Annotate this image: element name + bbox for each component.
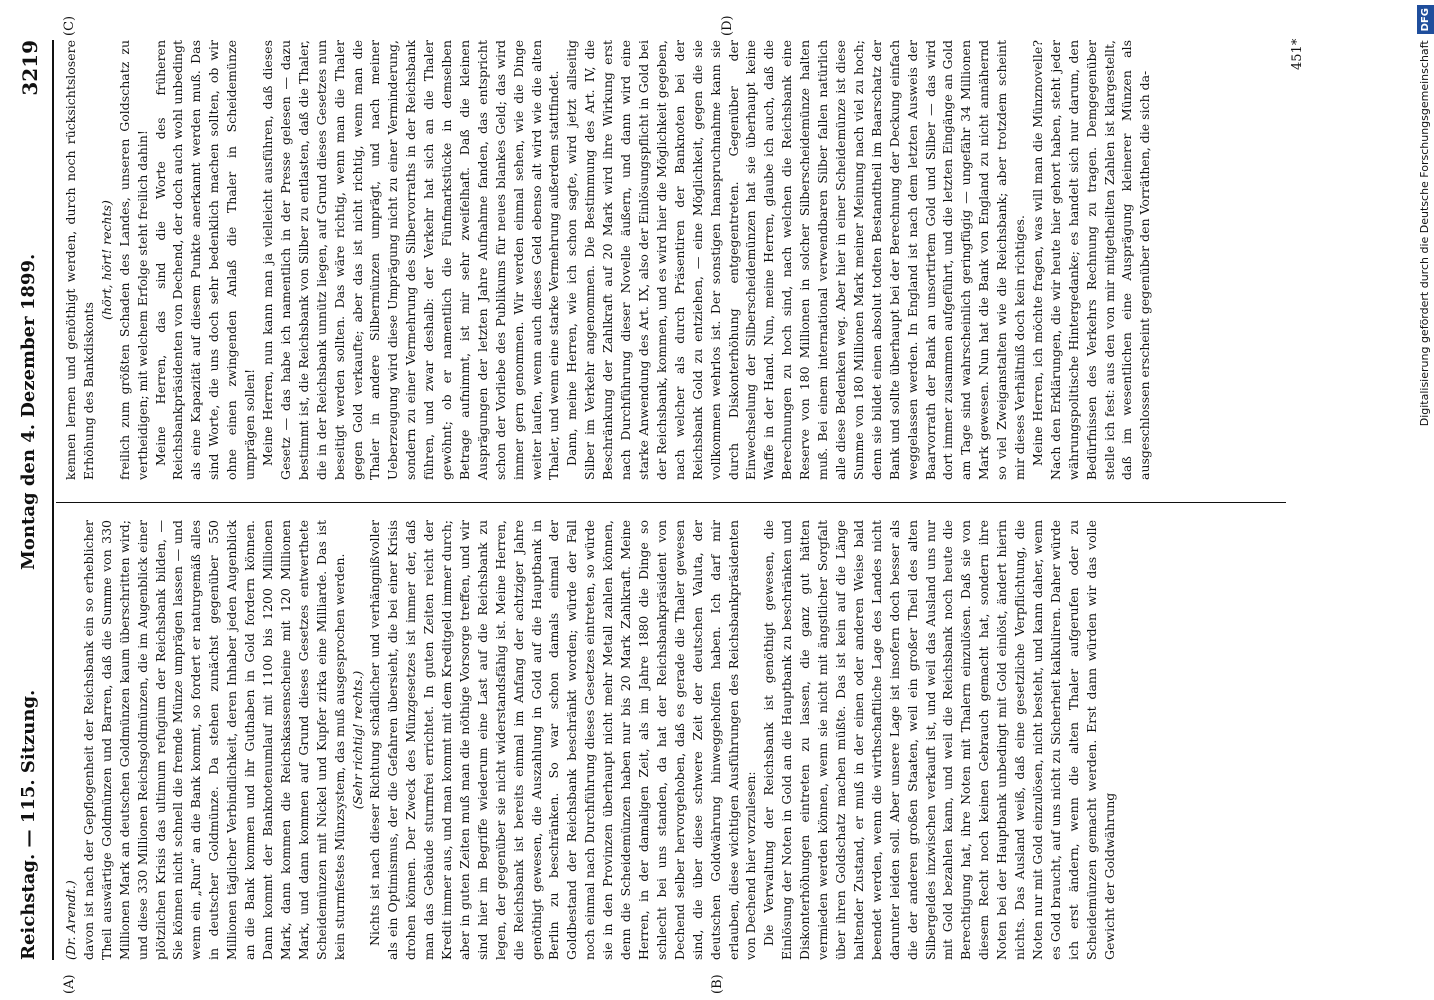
- paragraph: Meine Herren, nun kann man ja vielleicht ausführen, daß dieses Gesetz — das habe ich namentlich in der Presse gelesen — dazu bestimmt ist, die Reichsbank von Silber zu entlasten, daß die Thaler, die in der Reichsbank unnütz liegen, auf Grund dieses Gesetzes nun beseitigt werden sollten. Das wäre richtig, wenn man die Thaler gegen Gold verkaufte; aber das ist nicht richtig, wenn man die Thaler in andere Silbermünzen umprägt, und nach meiner Ueberzeugung wird diese Umprägung nicht zu einer Verminderung, sondern zu einer Vermehrung des Silbervorraths in der Reichsbank führen, und zwar deshalb: der Verkehr hat sich an die Thaler gewöhnt; ob er namentlich die Fünfmarkstücke in demselben Betrage aufnimmt, ist mir sehr zweifelhaft. Daß die kleinen Ausprägungen der letzten Jahre Aufnahme fanden, das entspricht schon der Vorliebe des Publikums für neues blankes Geld; das wird immer gern genommen. Wir werden einmal sehen, wie die Dinge weiter laufen, wenn auch dieses Geld ebenso alt wird wie die alten Thaler, und wenn eine starke Vermehrung außerdem stattfindet.: [259, 40, 562, 480]
- margin-marker-a: (A): [62, 974, 77, 994]
- paragraph: Meine Herren, das sind die Worte des früheren Reichsbankpräsidenten von Dechend, der doch auch wohl unbedingt als eine Kapazität auf diesem Punkte anerkannt werden muß. Das sind Worte, die uns doch sehr bedenklich machen sollten, ob wir ohne einen zwingenden Anlaß die Thaler in Scheidemünze umprägen sollen!: [152, 40, 258, 480]
- header-rule: [52, 40, 54, 960]
- digitization-note: Digitalisierung gefördert durch die Deutsche Forschungsgemeinschaft: [1418, 40, 1431, 427]
- speaker-label: (Dr. Arendt.): [63, 880, 78, 960]
- paragraph: Dann, meine Herren, wie ich schon sagte, wird jetzt allseitig Silber im Verkehr angenommen. Die Bestimmung des Art. IV, die Beschränkung der Zahlkraft auf 20 Mark wird ihre Wirkung erst nach Durchführung dieser Novelle äußern, und dann wird eine starke Anwendung des Art. IX, also der Einlösungspflicht in Gold bei der Reichsbank, kommen, und es wird hier die Möglichkeit gegeben, nach welcher als durch Präsentiren der Banknoten bei der Reichsbank Gold zu entziehen, — eine Möglichkeit, gegen die sie vollkommen wehrlos ist. Der sonstigen Inanspruchnahme kann sie durch Diskonterhöhung entgegentreten. Gegenüber der Einwechselung der Silberscheidemünzen hat sie überhaupt keine Waffe in der Hand. Nun, meine Herren, glaube ich auch, daß die Berechnungen zu hoch sind, nach welchen die Reichsbank eine Reserve von 180 Millionen in solcher Silberscheidemünze halten muß. Bei einem international verwendbaren Silber fallen natürlich alle diese Bedenken weg. Aber hier in einer Scheidemünze ist diese Summe von 180 Millionen Mark meiner Meinung nach viel zu hoch; denn sie bildet einen absolut todten Bestandtheil im Baarschatz der Bank und sollte überhaupt bei der Berechnung der Deckung einfach weggelassen werden. In England ist nach dem letzten Ausweis der Baarvorrath der Bank an unsortirtem Gold und Silber — das wird dort immer zusammen aufgeführt, und die letzten Eingänge an Gold am Tage sind wahrscheinlich geringfügig — ungefähr 34 Millionen Mark gewesen. Nun hat die Bank von England zu nicht annähernd so viel Zweiganstalten wie die Reichsbank; aber trotzdem scheint mir dieses Verhältniß doch kein richtiges.: [564, 40, 1028, 480]
- right-column: [62, 40, 1154, 480]
- sheet-number: 451*: [1290, 38, 1305, 70]
- paragraph: kennen lernen und genöthigt werden, durch noch rücksichtslosere Erhöhung des Bankdiskonts: [63, 40, 96, 480]
- paragraph: Nichts ist nach dieser Richtung schädlicher und verhängnißvoller als ein Optimismus, der die Gefahren übersieht, die bei einer Krisis drohen können. Der Zweck des Münzgesetzes ist immer der, daß man das Gebäude sturmfrei errichtet. In guten Zeiten reicht der Kredit immer aus, und man kommt mit dem Kreditgeld immer durch; aber in guten Zeiten muß man die nöthige Vorsorge treffen, und wir sind hier im Begriffe wiederum eine Last auf die Reichsbank zu legen, der gegenüber sie nicht widerstandsfähig ist. Meine Herren, die Reichsbank ist bereits einmal im Anfang der achtziger Jahre genöthigt gewesen, die Auszahlung in Gold auf die Hauptbank in Berlin zu beschränken. So war schon damals einmal der Goldbestand der Reichsbank beschränkt worden; würde der Fall noch einmal nach Durchführung dieses Gesetzes eintreten, so würde sie in den Provinzen überhaupt nicht mehr Metall zahlen können, denn die Scheidemünzen haben nur bis 20 Mark Zahlkraft. Meine Herren, in der damaligen Zeit, als im Jahre 1880 die Dinge so schlecht bei uns standen, da hat der Reichsbankpräsident von Dechend selber hervorgehoben, daß es gerade die Thaler gewesen sind, die über diese schwere Zeit der deutschen Valuta, der deutschen Goldwährung hinweggeholfen haben. Ich darf mir erlauben, diese wichtigen Ausführungen des Reichsbankpräsidenten von Dechend hier vorzulesen:: [367, 520, 759, 960]
- digitization-sidebar: [1416, 5, 1434, 1000]
- dfg-logo: DFG: [1417, 5, 1434, 34]
- margin-marker-c: (C): [62, 15, 77, 36]
- left-column: [62, 520, 1118, 960]
- running-header-date: Montag den 4. Dezember 1899.: [18, 253, 39, 570]
- margin-marker-d: (D): [720, 15, 735, 36]
- column-divider: [56, 502, 1286, 503]
- interjection: (hört, hört! rechts): [98, 200, 114, 320]
- running-header-session: Reichstag. — 115. Sitzung.: [18, 689, 39, 960]
- paragraph: davon ist nach der Gepflogenheit der Reichsbank ein so erheblicher Theil auswärtige Goldmünzen und Barren, daß die Summe von 330 Millionen Mark an deutschen Goldmünzen kaum überschritten wird; und diese 330 Millionen Reichsgoldmünzen, die im Augenblick einer plötzlichen Krisis das ultimum refugium der Reichsbank bilden, — Sie können nicht schnell die fremde Münze umprägen lassen — und wenn ein „Run“ an die Bank kommt, so fordert er naturgemäß alles in deutscher Goldmünze. Da stehen zunächst gegenüber 550 Millionen täglicher Verbindlichkeit, deren Inhaber jeden Augenblick an die Bank kommen und ihr Guthaben in Gold fordern können. Dann kommt der Banknotenumlauf mit 1100 bis 1200 Millionen Mark, dann kommen die Reichskassenscheine mit 120 Millionen Mark, und dann kommen auf Grund dieses Gesetzes entwerthete Scheidemünzen mit Nickel und Kupfer zirka eine Milliarde. Das ist kein sturmfestes Münzsystem, das muß ausgesprochen werden.: [80, 520, 347, 960]
- paragraph: Meine Herren, ich möchte fragen, was will man die Münznovelle? Nach den Erklärungen, die wir heute hier gehort haben, steht jeder währungspolitische Hintergedanke; es handelt sich nur darum, den Bedürfnissen des Verkehrs Rechnung zu tragen. Demgegenüber stelle ich fest: aus den von mir mitgetheilten Zahlen ist klargestellt, daß im wesentlichen eine Ausprägung kleinerer Münzen als ausgeschlossen erscheint gegenüber den Vorräthen, die sich da-: [1029, 40, 1153, 480]
- margin-marker-b: (B): [710, 974, 725, 994]
- paragraph: freilich zum größten Schaden des Landes, unseren Goldschatz zu vertheidigen; mit welchem Erfolge steht freilich dahin!: [116, 40, 150, 480]
- interjection: (Sehr richtig! rechts.): [349, 670, 365, 810]
- quotation: Die Verwaltung der Reichsbank ist genöthigt gewesen, die Einlösung der Noten in Gold an die Hauptbank zu beschränken und Diskonterhöhungen eintreten zu lassen, die ganz gut hätten vermieden werden können, wenn sie nicht mit ängstlicher Sorgfalt über ihren Goldschatz machen müßte. Das ist kein auf die Länge haltender Zustand, er muß in der einen oder anderen Weise bald beendet werden, wenn die wirthschaftliche Lage des Landes nicht darunter leiden soll. Aber unsere Lage ist insofern doch besser als die der anderen großen Staaten, weil ein großer Theil des alten Silbergeldes inzwischen verkauft ist, und weil das Ausland uns nur mit Gold bezahlen kann, und weil die Reichsbank noch heute die Berechtigung hat, ihre Noten mit Thalern einzulösen. Daß sie von diesem Recht noch keinen Gebrauch gemacht hat, sondern ihre Noten bei der Hauptbank unbedingt mit Gold einlöst, ändert hierin nichts. Das Ausland weiß, daß eine gesetzliche Verpflichtung, die Noten nur mit Gold einzulösen, nicht besteht, und kann daher, wenn es Gold braucht, auf uns nicht zu Sicherheit kalkuliren. Daher würde ich erst ändern, wenn die alten Thaler aufgerufen oder zu Scheidemünzen gemacht werden. Erst dann würden wir das volle Gewicht der Goldwährung: [761, 520, 1117, 960]
- page-number: 3219: [18, 40, 42, 96]
